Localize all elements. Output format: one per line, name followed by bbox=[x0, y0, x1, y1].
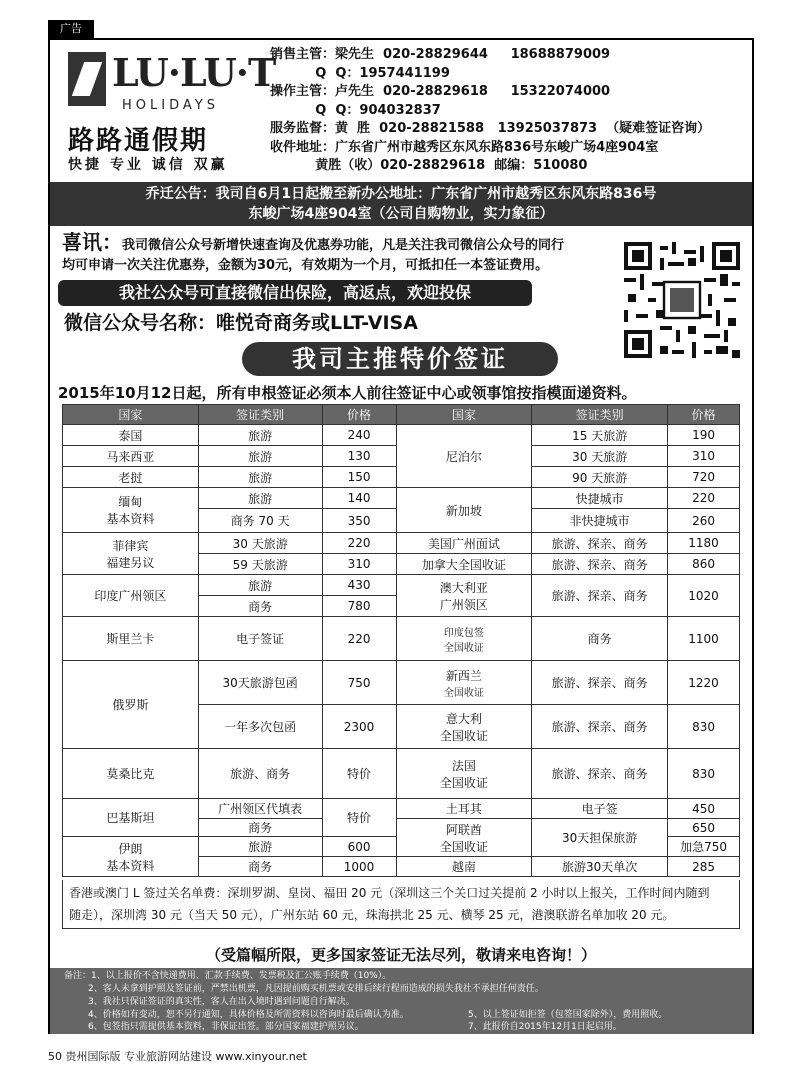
relocation-notice bbox=[50, 182, 752, 226]
price: 1180 bbox=[668, 533, 740, 554]
price: 310 bbox=[668, 446, 740, 467]
country: 菲律宾 福建另议 bbox=[63, 533, 199, 575]
country: 莫桑比克 bbox=[63, 749, 199, 799]
visa-type: 商务 bbox=[532, 617, 668, 661]
country: 新西兰 全国收证 bbox=[396, 661, 532, 705]
price: 220 bbox=[322, 617, 396, 661]
news-line: 我司微信公众号新增快速查询及优惠券功能，凡是关注我司微信公众号的同行 bbox=[122, 238, 565, 253]
price: 1020 bbox=[668, 575, 740, 617]
price: 450 bbox=[668, 799, 740, 819]
visa-type: 电子签 bbox=[532, 799, 668, 819]
country: 印度包签 全国收证 bbox=[396, 617, 532, 661]
remark: 6、包签指只需提供基本资料，非保证出签。部分国家福建护照另议。 bbox=[88, 1022, 364, 1032]
visa-type: 59 天旅游 bbox=[198, 554, 322, 575]
price: 130 bbox=[322, 446, 396, 467]
price: 特价 bbox=[322, 749, 396, 799]
country: 法国 全国收证 bbox=[396, 749, 532, 799]
price: 1100 bbox=[668, 617, 740, 661]
price: 150 bbox=[322, 467, 396, 488]
country: 加拿大全国收证 bbox=[396, 554, 532, 575]
news-line: 均可申请一次关注优惠券，金额为30元，有效期为一个月，可抵扣任一本签证费用。 bbox=[62, 258, 549, 273]
logo-sub: HOLIDAYS bbox=[122, 98, 219, 113]
price: 1220 bbox=[668, 661, 740, 705]
visa-type: 旅游、探亲、商务 bbox=[532, 749, 668, 799]
country: 斯里兰卡 bbox=[63, 617, 199, 661]
visa-type: 广州领区代填表 bbox=[198, 799, 322, 819]
logo bbox=[60, 48, 276, 176]
country: 伊朗 基本资料 bbox=[63, 837, 199, 877]
qr-code-icon bbox=[624, 238, 740, 362]
contact-line: Q Q：904032837 bbox=[270, 102, 441, 118]
insurance-badge: 我社公众号可直接微信出保险，高返点，欢迎投保 bbox=[58, 280, 532, 306]
country: 尼泊尔 bbox=[396, 425, 532, 488]
price: 190 bbox=[668, 425, 740, 446]
visa-type: 30 天旅游 bbox=[198, 533, 322, 554]
country: 俄罗斯 bbox=[63, 661, 199, 749]
col-header: 价格 bbox=[668, 405, 740, 425]
country: 意大利 全国收证 bbox=[396, 705, 532, 749]
country: 泰国 bbox=[63, 425, 199, 446]
contact-line: 服务监督：黄 胜 020-28821588 13925037873 （疑难签证咨询） bbox=[270, 121, 711, 136]
price: 350 bbox=[322, 509, 396, 533]
remark: 5、以上签证如拒签（包签国家除外），费用照收。 bbox=[468, 1010, 668, 1020]
visa-type: 商务 bbox=[198, 857, 322, 877]
remark: 4、价格如有变动，恕不另行通知，具体价格及所需资料以咨询时最后确认为准。 bbox=[88, 1010, 409, 1020]
contact-line: 操作主管：卢先生 020-28829618 15322074000 bbox=[270, 84, 611, 99]
price: 310 bbox=[322, 554, 396, 575]
promo-banner: 我司主推特价签证 bbox=[242, 342, 558, 376]
price: 220 bbox=[322, 533, 396, 554]
contact-line: 销售主管：梁先生 020-28829644 18688879009 bbox=[270, 47, 611, 62]
price: 860 bbox=[668, 554, 740, 575]
visa-type: 一年多次包函 bbox=[198, 705, 322, 749]
good-news bbox=[62, 232, 642, 276]
visa-type: 旅游30天单次 bbox=[532, 857, 668, 877]
visa-type: 旅游、探亲、商务 bbox=[532, 661, 668, 705]
price: 1000 bbox=[322, 857, 396, 877]
schengen-rule: 2015年10月12日起，所有申根签证必须本人前往签证中心或领事馆按指模面递资料。 bbox=[58, 384, 637, 402]
col-header: 国家 bbox=[396, 405, 532, 425]
price: 140 bbox=[322, 488, 396, 509]
price: 830 bbox=[668, 749, 740, 799]
visa-type: 商务 bbox=[198, 819, 322, 837]
visa-type: 30天旅游包函 bbox=[198, 661, 322, 705]
col-header: 签证类别 bbox=[532, 405, 668, 425]
visa-type: 旅游、探亲、商务 bbox=[532, 575, 668, 617]
visa-type: 旅游、商务 bbox=[198, 749, 322, 799]
logo-brand: LU·LU·T bbox=[112, 50, 276, 95]
notice-line: 乔迁公告：我司自6月1日起搬至新办公地址：广东省广州市越秀区东风东路836号 bbox=[145, 186, 657, 202]
country: 巴基斯坦 bbox=[63, 799, 199, 837]
price: 720 bbox=[668, 467, 740, 488]
ad-tag: 广告 bbox=[48, 20, 94, 38]
country: 土耳其 bbox=[396, 799, 532, 819]
country: 美国广州面试 bbox=[396, 533, 532, 554]
visa-type: 旅游 bbox=[198, 446, 322, 467]
price: 240 bbox=[322, 425, 396, 446]
visa-type: 旅游 bbox=[198, 425, 322, 446]
visa-type: 旅游 bbox=[198, 488, 322, 509]
country: 澳大利亚 广州领区 bbox=[396, 575, 532, 617]
logo-cn: 路路通假期 bbox=[68, 126, 209, 156]
visa-type: 15 天旅游 bbox=[532, 425, 668, 446]
visa-type: 30天担保旅游 bbox=[532, 819, 668, 857]
remark: 3、我社只保证签证的真实性，客人在出入境时遇到问题自行解决。 bbox=[88, 997, 355, 1007]
remark: 7、此报价自2015年12月1日起启用。 bbox=[468, 1022, 622, 1032]
price: 2300 bbox=[322, 705, 396, 749]
visa-type: 快捷城市 bbox=[532, 488, 668, 509]
remark: 2、客人未拿到护照及签证前，严禁出机票，凡因提前购买机票或安排后续行程而造成的损失我社不承担任何责任。 bbox=[88, 984, 544, 994]
price: 285 bbox=[668, 857, 740, 877]
wechat-account-name: 微信公众号名称：唯悦奇商务或LLT-VISA bbox=[64, 312, 418, 334]
remark: 备注：1、以上报价不含快递费用、汇款手续费、发票税及汇公账手续费（10%）。 bbox=[64, 971, 392, 981]
price: 600 bbox=[322, 837, 396, 857]
fee-line: 香港或澳门 L 签过关名单费：深圳罗湖、皇岗、福田 20 元（深圳这三个关口过关提前 2 小时以上报关，工作时间内随到 bbox=[69, 886, 710, 900]
header bbox=[50, 40, 752, 182]
visa-type: 商务 bbox=[198, 596, 322, 617]
price: 加急750 bbox=[668, 837, 740, 857]
col-header: 签证类别 bbox=[198, 405, 322, 425]
price: 260 bbox=[668, 509, 740, 533]
contact-line: Q Q：1957441199 bbox=[270, 65, 450, 81]
visa-type: 旅游、探亲、商务 bbox=[532, 705, 668, 749]
visa-type: 商务 70 天 bbox=[198, 509, 322, 533]
contact-line: 黄胜（收）020-28829618 邮编：510080 bbox=[270, 158, 588, 173]
hk-macau-fees bbox=[62, 880, 740, 929]
logo-mark-icon bbox=[68, 52, 106, 106]
page-footer: 50 贵州国际版 专业旅游网站建设 www.xinyour.net bbox=[48, 1050, 307, 1063]
country: 阿联酋 全国收证 bbox=[396, 819, 532, 857]
contact-line: 收件地址：广东省广州市越秀区东风东路836号东峻广场4座904室 bbox=[270, 139, 659, 155]
fee-line: 随走），深圳湾 30 元（当天 50 元），广州东站 60 元，珠海拱北 25 元、横琴 25 元，港澳联游名单加收 20 元。 bbox=[69, 908, 675, 922]
notice-line: 东峻广场4座904室（公司自购物业，实力象征） bbox=[248, 206, 554, 222]
country: 缅甸 基本资料 bbox=[63, 488, 199, 533]
price: 特价 bbox=[322, 799, 396, 837]
price: 750 bbox=[322, 661, 396, 705]
visa-type: 旅游 bbox=[198, 467, 322, 488]
country: 越南 bbox=[396, 857, 532, 877]
visa-type: 90 天旅游 bbox=[532, 467, 668, 488]
price: 220 bbox=[668, 488, 740, 509]
price: 830 bbox=[668, 705, 740, 749]
price: 780 bbox=[322, 596, 396, 617]
visa-type: 非快捷城市 bbox=[532, 509, 668, 533]
country: 老挝 bbox=[63, 467, 199, 488]
price: 430 bbox=[322, 575, 396, 596]
contacts bbox=[270, 46, 710, 176]
country: 印度广州领区 bbox=[63, 575, 199, 617]
visa-type: 电子签证 bbox=[198, 617, 322, 661]
logo-slogan: 快捷 专业 诚信 双赢 bbox=[68, 157, 228, 173]
ad-frame bbox=[48, 38, 754, 1034]
col-header: 价格 bbox=[322, 405, 396, 425]
price: 650 bbox=[668, 819, 740, 837]
visa-type: 30 天旅游 bbox=[532, 446, 668, 467]
remarks bbox=[50, 968, 752, 1034]
news-headline: 喜讯： bbox=[62, 230, 122, 254]
visa-type: 旅游、探亲、商务 bbox=[532, 554, 668, 575]
country: 马来西亚 bbox=[63, 446, 199, 467]
country: 新加坡 bbox=[396, 488, 532, 533]
visa-price-table bbox=[62, 404, 740, 877]
col-header: 国家 bbox=[63, 405, 199, 425]
visa-type: 旅游、探亲、商务 bbox=[532, 533, 668, 554]
visa-type: 旅游 bbox=[198, 575, 322, 596]
space-limit-note: （受篇幅所限，更多国家签证无法尽列，敬请来电咨询！） bbox=[205, 946, 596, 964]
visa-type: 旅游 bbox=[198, 837, 322, 857]
